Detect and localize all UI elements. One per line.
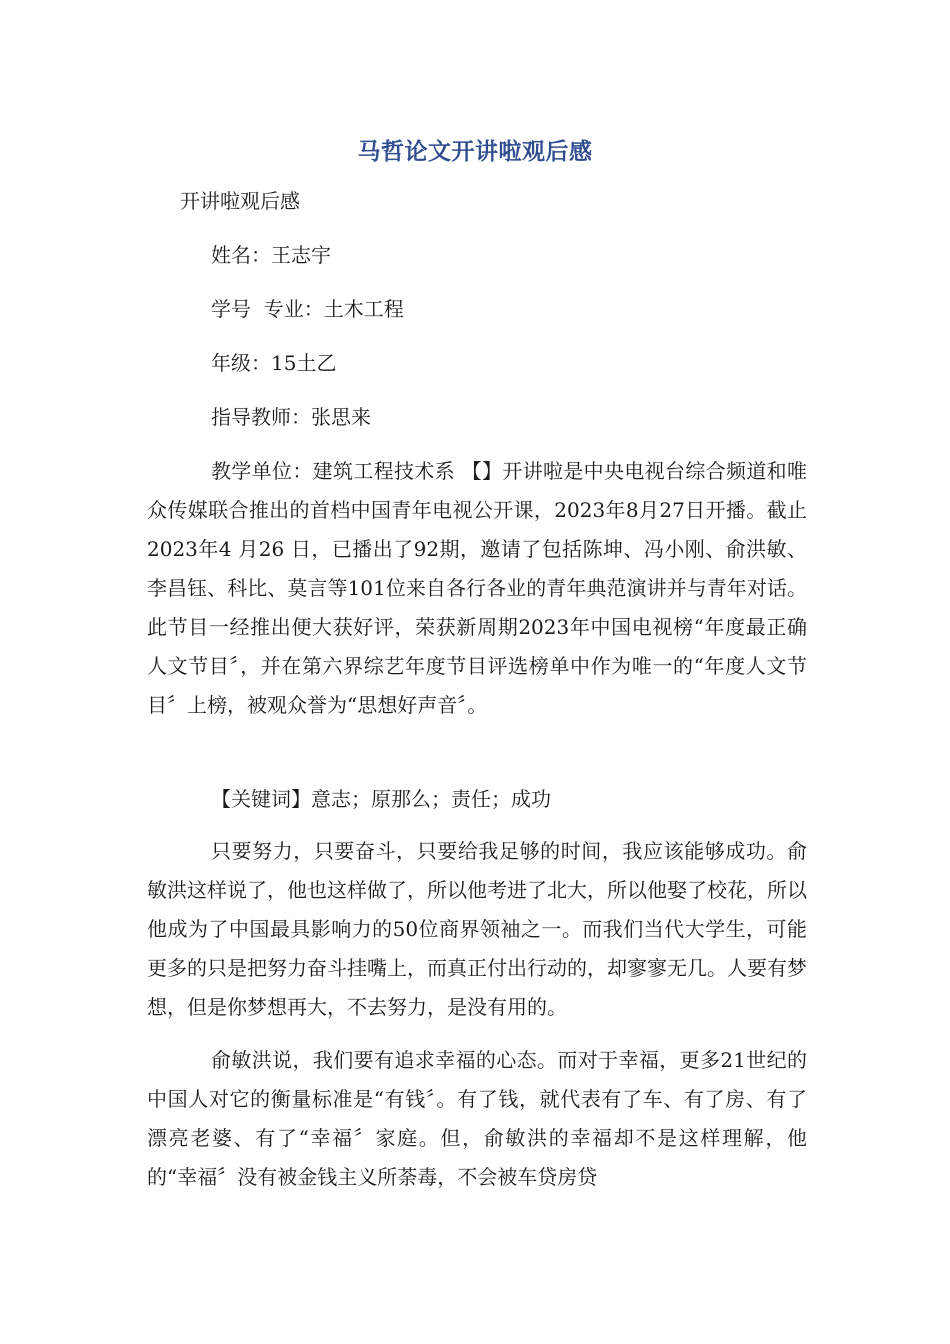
document-title: 马哲论文开讲啦观后感	[357, 139, 593, 165]
document-subtitle: 开讲啦观后感	[180, 189, 300, 213]
body-paragraph-2	[147, 1041, 807, 1197]
body-paragraph-1-text: 只要努力，只要奋斗，只要给我足够的时间，我应该能够成功。俞敏洪这样说了，他也这样做了，所以他考进了北大，所以他娶了校花，所以他成为了中国最具影响力的50位商界领袖之一。而我们当代大学生，可能更多的只是把努力奋斗挂嘴上，而真正付出行动的，却寥寥无几。人要有梦想，但是你梦想再大，不去努力，是没有用的。	[147, 839, 807, 1019]
keywords-line: 【关键词】意志；原那么；责任；成功	[211, 787, 551, 811]
body-paragraph-2-text: 俞敏洪说，我们要有追求幸福的心态。而对于幸福，更多21世纪的中国人对它的衡量标准是“有钱〞。有了钱，就代表有了车、有了房、有了漂亮老婆、有了“幸福〞家庭。但，俞敏洪的幸福却不是这样理解，他的“幸福〞没有被金钱主义所荼毒，不会被车贷房贷	[147, 1048, 807, 1189]
body-paragraph-1	[147, 832, 807, 1027]
intro-text: 教学单位：建筑工程技术系 【】开讲啦是中央电视台综合频道和唯众传媒联合推出的首档中国青年电视公开课，2023年8月27日开播。截止2023年4 月26 日，已播出了92期，邀请了包括陈坤、冯小刚、俞洪敏、李昌钰、科比、莫言等101位来自各行各业的青年典范演讲并与青年对话。此节目一经推出便大获好评，荣获新周期2023年中国电视榜“年度最正确人文节目〞，并在第六界综艺年度节目评选榜单中作为唯一的“年度人文节目〞上榜，被观众誉为“思想好声音〞。	[147, 459, 807, 717]
intro-paragraph	[147, 452, 807, 725]
info-name: 姓名：王志宇	[211, 243, 331, 267]
info-advisor: 指导教师：张思来	[211, 405, 371, 429]
info-grade: 年级：15土乙	[211, 351, 337, 375]
info-major: 学号 专业：土木工程	[211, 297, 404, 321]
